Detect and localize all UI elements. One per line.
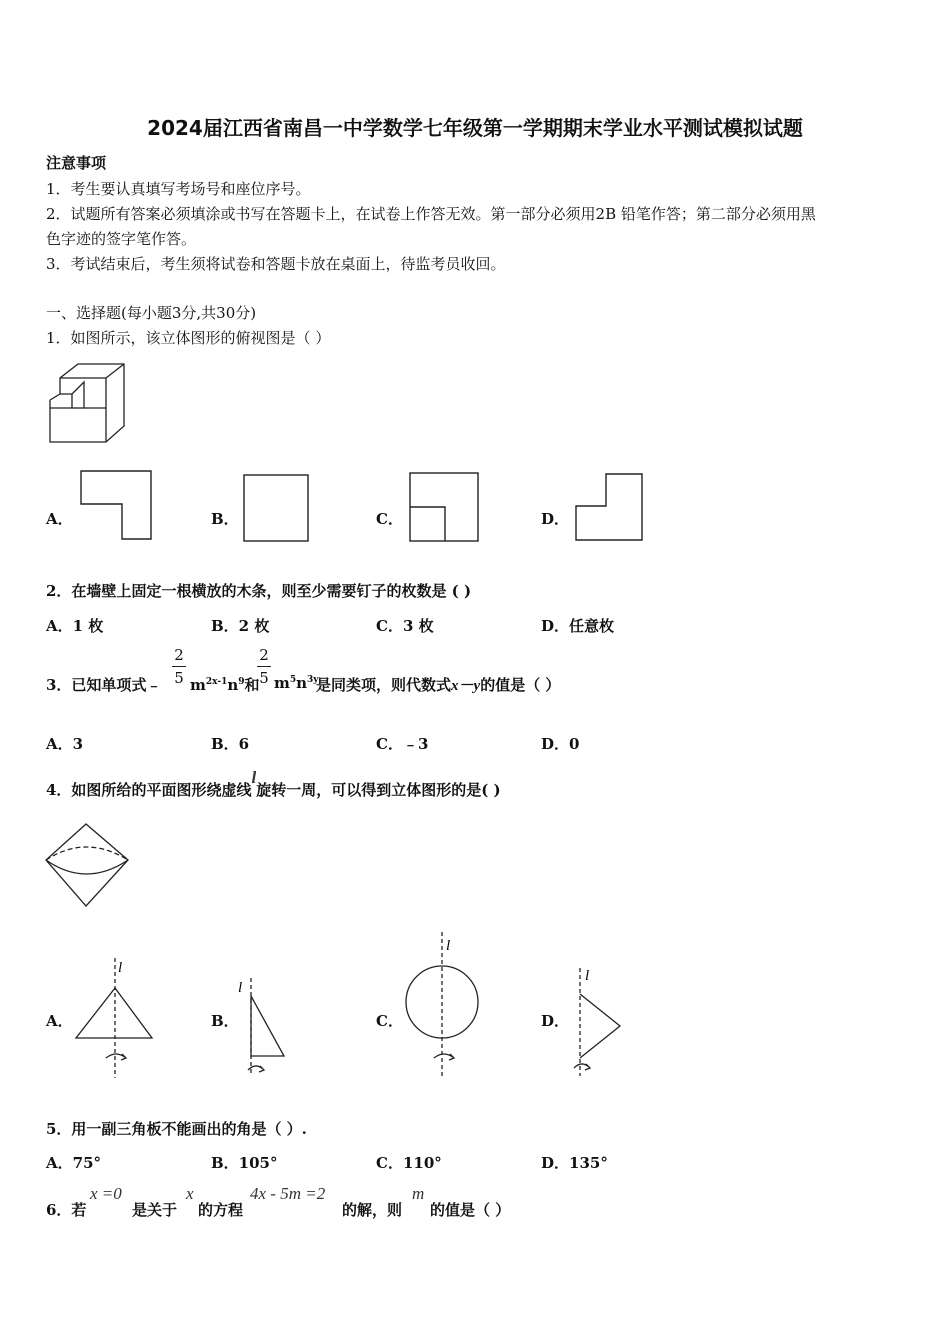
q5-option-b: B．105°: [211, 1154, 278, 1172]
q3-fraction-1: [172, 646, 186, 687]
q3-option-a: A．3: [46, 735, 84, 753]
q4-c-axis-label: l: [446, 938, 451, 954]
notice-heading: 注意事项: [46, 154, 107, 172]
q2-option-a: A．1 枚: [46, 617, 104, 635]
question-1-stem: 1．如图所示，该立体图形的俯视图是（ ）: [46, 329, 331, 347]
q4-d-axis-label: l: [585, 968, 590, 984]
question-3-prefix: 3．已知单项式﹣: [46, 676, 162, 694]
q6-part-a: 6．若: [46, 1201, 87, 1219]
q3-option-d: D．0: [541, 735, 580, 753]
q4-stem-a: 4．如图所给的平面图形绕虚线: [46, 781, 252, 799]
q3-term2-m-exp: 5: [289, 675, 297, 685]
q3-frac1-denominator: 5: [174, 669, 184, 687]
q6-equation-2: 4x - 5m =2: [250, 1184, 326, 1203]
q5-option-d: D．135°: [541, 1154, 608, 1172]
q6-var-x: x: [186, 1184, 194, 1203]
q1-solid-figure: [46, 360, 128, 446]
q4-var-l: l: [251, 768, 257, 787]
q3-option-b: B．6: [211, 735, 250, 753]
q6-var-m: m: [412, 1184, 425, 1203]
q3-term1-m: m: [190, 676, 206, 694]
notice-item: 2．试题所有答案必须填涂或书写在答题卡上，在试卷上作答无效。第一部分必须用2B 铅笔作答；第二部分必须用黑: [46, 205, 816, 223]
question-4-stem: [46, 768, 501, 800]
q3-frac2-bar: [257, 666, 271, 667]
q3-term2-n: n: [296, 674, 308, 692]
q4-option-b-label: B．: [211, 1012, 239, 1030]
q1-option-d-figure: [575, 473, 643, 541]
q5-option-a: A．75°: [46, 1154, 102, 1172]
q1-option-d-label: D．: [541, 510, 570, 528]
q4-stem-b: 旋转一周，可以得到立体图形的是( ): [256, 781, 501, 799]
q3-frac2-denominator: 5: [259, 669, 269, 687]
question-2-stem: 2．在墙壁上固定一根横放的木条，则至少需要钉子的枚数是 ( ): [46, 582, 472, 600]
q1-option-c-figure: [409, 472, 479, 542]
q4-option-a-label: A．: [46, 1012, 73, 1030]
q3-suffix: [316, 674, 560, 695]
q3-frac1-numerator: 2: [174, 646, 184, 664]
q3-tail: 的值是（ ）: [480, 676, 561, 694]
q4-option-a-figure: [70, 956, 160, 1080]
q2-option-c: C．3 枚: [376, 617, 434, 635]
q6-part-d: 的解，则: [342, 1201, 403, 1219]
q4-a-axis-label: l: [118, 960, 123, 976]
q3-term2-m: m: [274, 674, 290, 692]
q3-term1-m-exp: 2x-1: [205, 677, 228, 687]
section-heading: 一、选择题(每小题3分,共30分): [46, 304, 257, 322]
q3-expression: x－y: [451, 678, 481, 694]
q3-frac2-numerator: 2: [259, 646, 269, 664]
q2-option-b: B．2 枚: [211, 617, 270, 635]
q6-part-c: 的方程: [198, 1201, 244, 1219]
page-title: 2024届江西省南昌一中学数学七年级第一学期期末学业水平测试模拟试题: [147, 116, 803, 140]
q4-option-b-figure: [234, 974, 294, 1078]
q3-term1-n: n: [227, 676, 239, 694]
q3-term2-n-exp: 3y: [307, 675, 319, 685]
q4-b-axis-label: l: [238, 980, 243, 996]
q1-option-c-label: C．: [376, 510, 403, 528]
q3-term-1: [190, 674, 260, 695]
q3-term-2: [274, 674, 319, 692]
q1-option-a-figure: [80, 470, 152, 540]
q2-option-d: D．任意枚: [541, 617, 615, 635]
q3-fraction-2: [257, 646, 271, 687]
q3-option-c: C．﹣3: [376, 735, 429, 753]
notice-item: 色字迹的签字笔作答。: [46, 230, 197, 248]
q4-option-c-label: C．: [376, 1012, 403, 1030]
q1-option-a-label: A．: [46, 510, 73, 528]
q3-term1-n-exp: 9: [238, 677, 245, 687]
q3-and: 和: [244, 676, 260, 694]
q4-option-d-label: D．: [541, 1012, 570, 1030]
q3-suffix-text: 是同类项，则代数式: [316, 676, 452, 694]
q4-option-d-figure: [568, 964, 628, 1078]
q5-option-c: C．110°: [376, 1154, 442, 1172]
q6-part-e: 的值是（ ）: [430, 1201, 511, 1219]
q6-equation-1: x =0: [90, 1184, 122, 1203]
q4-double-cone-figure: [44, 822, 132, 908]
q6-part-b: 是关于: [132, 1201, 178, 1219]
q1-option-b-label: B．: [211, 510, 239, 528]
q3-frac1-bar: [172, 666, 186, 667]
question-5-stem: 5．用一副三角板不能画出的角是（ ）.: [46, 1120, 307, 1138]
q1-option-b-figure: [243, 474, 309, 542]
notice-item: 1．考生要认真填写考场号和座位序号。: [46, 180, 311, 198]
q4-option-c-figure: [402, 930, 486, 1078]
notice-item: 3．考试结束后，考生须将试卷和答题卡放在桌面上，待监考员收回。: [46, 255, 506, 273]
